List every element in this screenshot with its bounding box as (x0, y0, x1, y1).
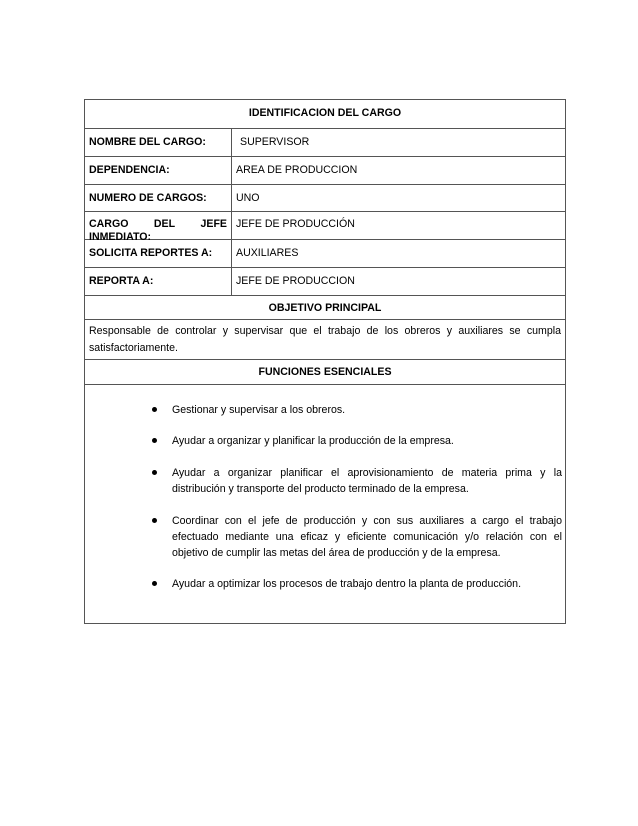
field-value-number-of-positions: UNO (236, 192, 260, 204)
functions-heading-row (85, 360, 565, 385)
field-label-job-name: NOMBRE DEL CARGO: (85, 129, 232, 156)
list-item (152, 513, 562, 561)
bullet-icon (152, 518, 157, 523)
field-row-department (85, 157, 565, 185)
list-item (152, 576, 562, 592)
field-value-department: AREA DE PRODUCCION (236, 164, 358, 176)
field-value-requests-reports: AUXILIARES (236, 247, 299, 259)
field-label-line1 (89, 218, 231, 231)
field-value-job-name: SUPERVISOR (240, 136, 310, 148)
field-value-reports-to: JEFE DE PRODUCCION (236, 275, 355, 287)
bullet-icon (152, 581, 157, 586)
field-row-job-name (85, 129, 565, 157)
field-label-requests-reports: SOLICITA REPORTES A: (85, 240, 232, 267)
objective-text: Responsable de controlar y supervisar que el trabajo de los obreros y auxiliares se cumpla satisfactoriamente. (89, 325, 561, 354)
list-item (152, 402, 562, 418)
field-row-immediate-boss (85, 212, 565, 243)
objective-text-row (85, 320, 565, 360)
bullet-icon (152, 438, 157, 443)
field-label-line2: INMEDIATO: (89, 231, 151, 243)
list-item (152, 465, 562, 497)
identification-header-row (85, 100, 565, 129)
objective-heading: OBJETIVO PRINCIPAL (268, 302, 382, 314)
functions-list (85, 385, 565, 623)
field-row-number-of-positions (85, 185, 565, 212)
field-label-reports-to: REPORTA A: (85, 268, 232, 295)
function-text: Ayudar a organizar y planificar la producción de la empresa. (172, 435, 454, 447)
bullet-icon (152, 407, 157, 412)
function-text: Coordinar con el jefe de producción y con sus auxiliares a cargo el trabajo efectuado mediante una eficaz y eficiente comunicación y/o relación con el objetivo de cumplir las metas del área de producción y de la empresa. (172, 515, 562, 559)
function-text: Ayudar a optimizar los procesos de trabajo dentro la planta de producción. (172, 578, 522, 590)
field-label-immediate-boss (85, 212, 232, 243)
field-label-number-of-positions: NUMERO DE CARGOS: (85, 185, 232, 211)
field-label-department: DEPENDENCIA: (85, 157, 232, 184)
bullet-icon (152, 470, 157, 475)
list-item (152, 433, 562, 449)
functions-heading: FUNCIONES ESENCIALES (258, 366, 392, 378)
identification-heading: IDENTIFICACION DEL CARGO (248, 107, 402, 119)
objective-heading-row (85, 296, 565, 320)
function-text: Ayudar a organizar planificar el aprovisionamiento de materia prima y la distribución y transporte del producto terminado de la empresa. (172, 467, 562, 495)
field-row-requests-reports (85, 240, 565, 268)
function-text: Gestionar y supervisar a los obreros. (172, 404, 346, 416)
label-word: JEFE (200, 218, 227, 230)
job-description-table (84, 99, 566, 624)
label-word: DEL (153, 218, 176, 230)
field-row-reports-to (85, 268, 565, 296)
field-value-immediate-boss: JEFE DE PRODUCCIÓN (236, 218, 355, 230)
label-word: CARGO (89, 218, 129, 230)
